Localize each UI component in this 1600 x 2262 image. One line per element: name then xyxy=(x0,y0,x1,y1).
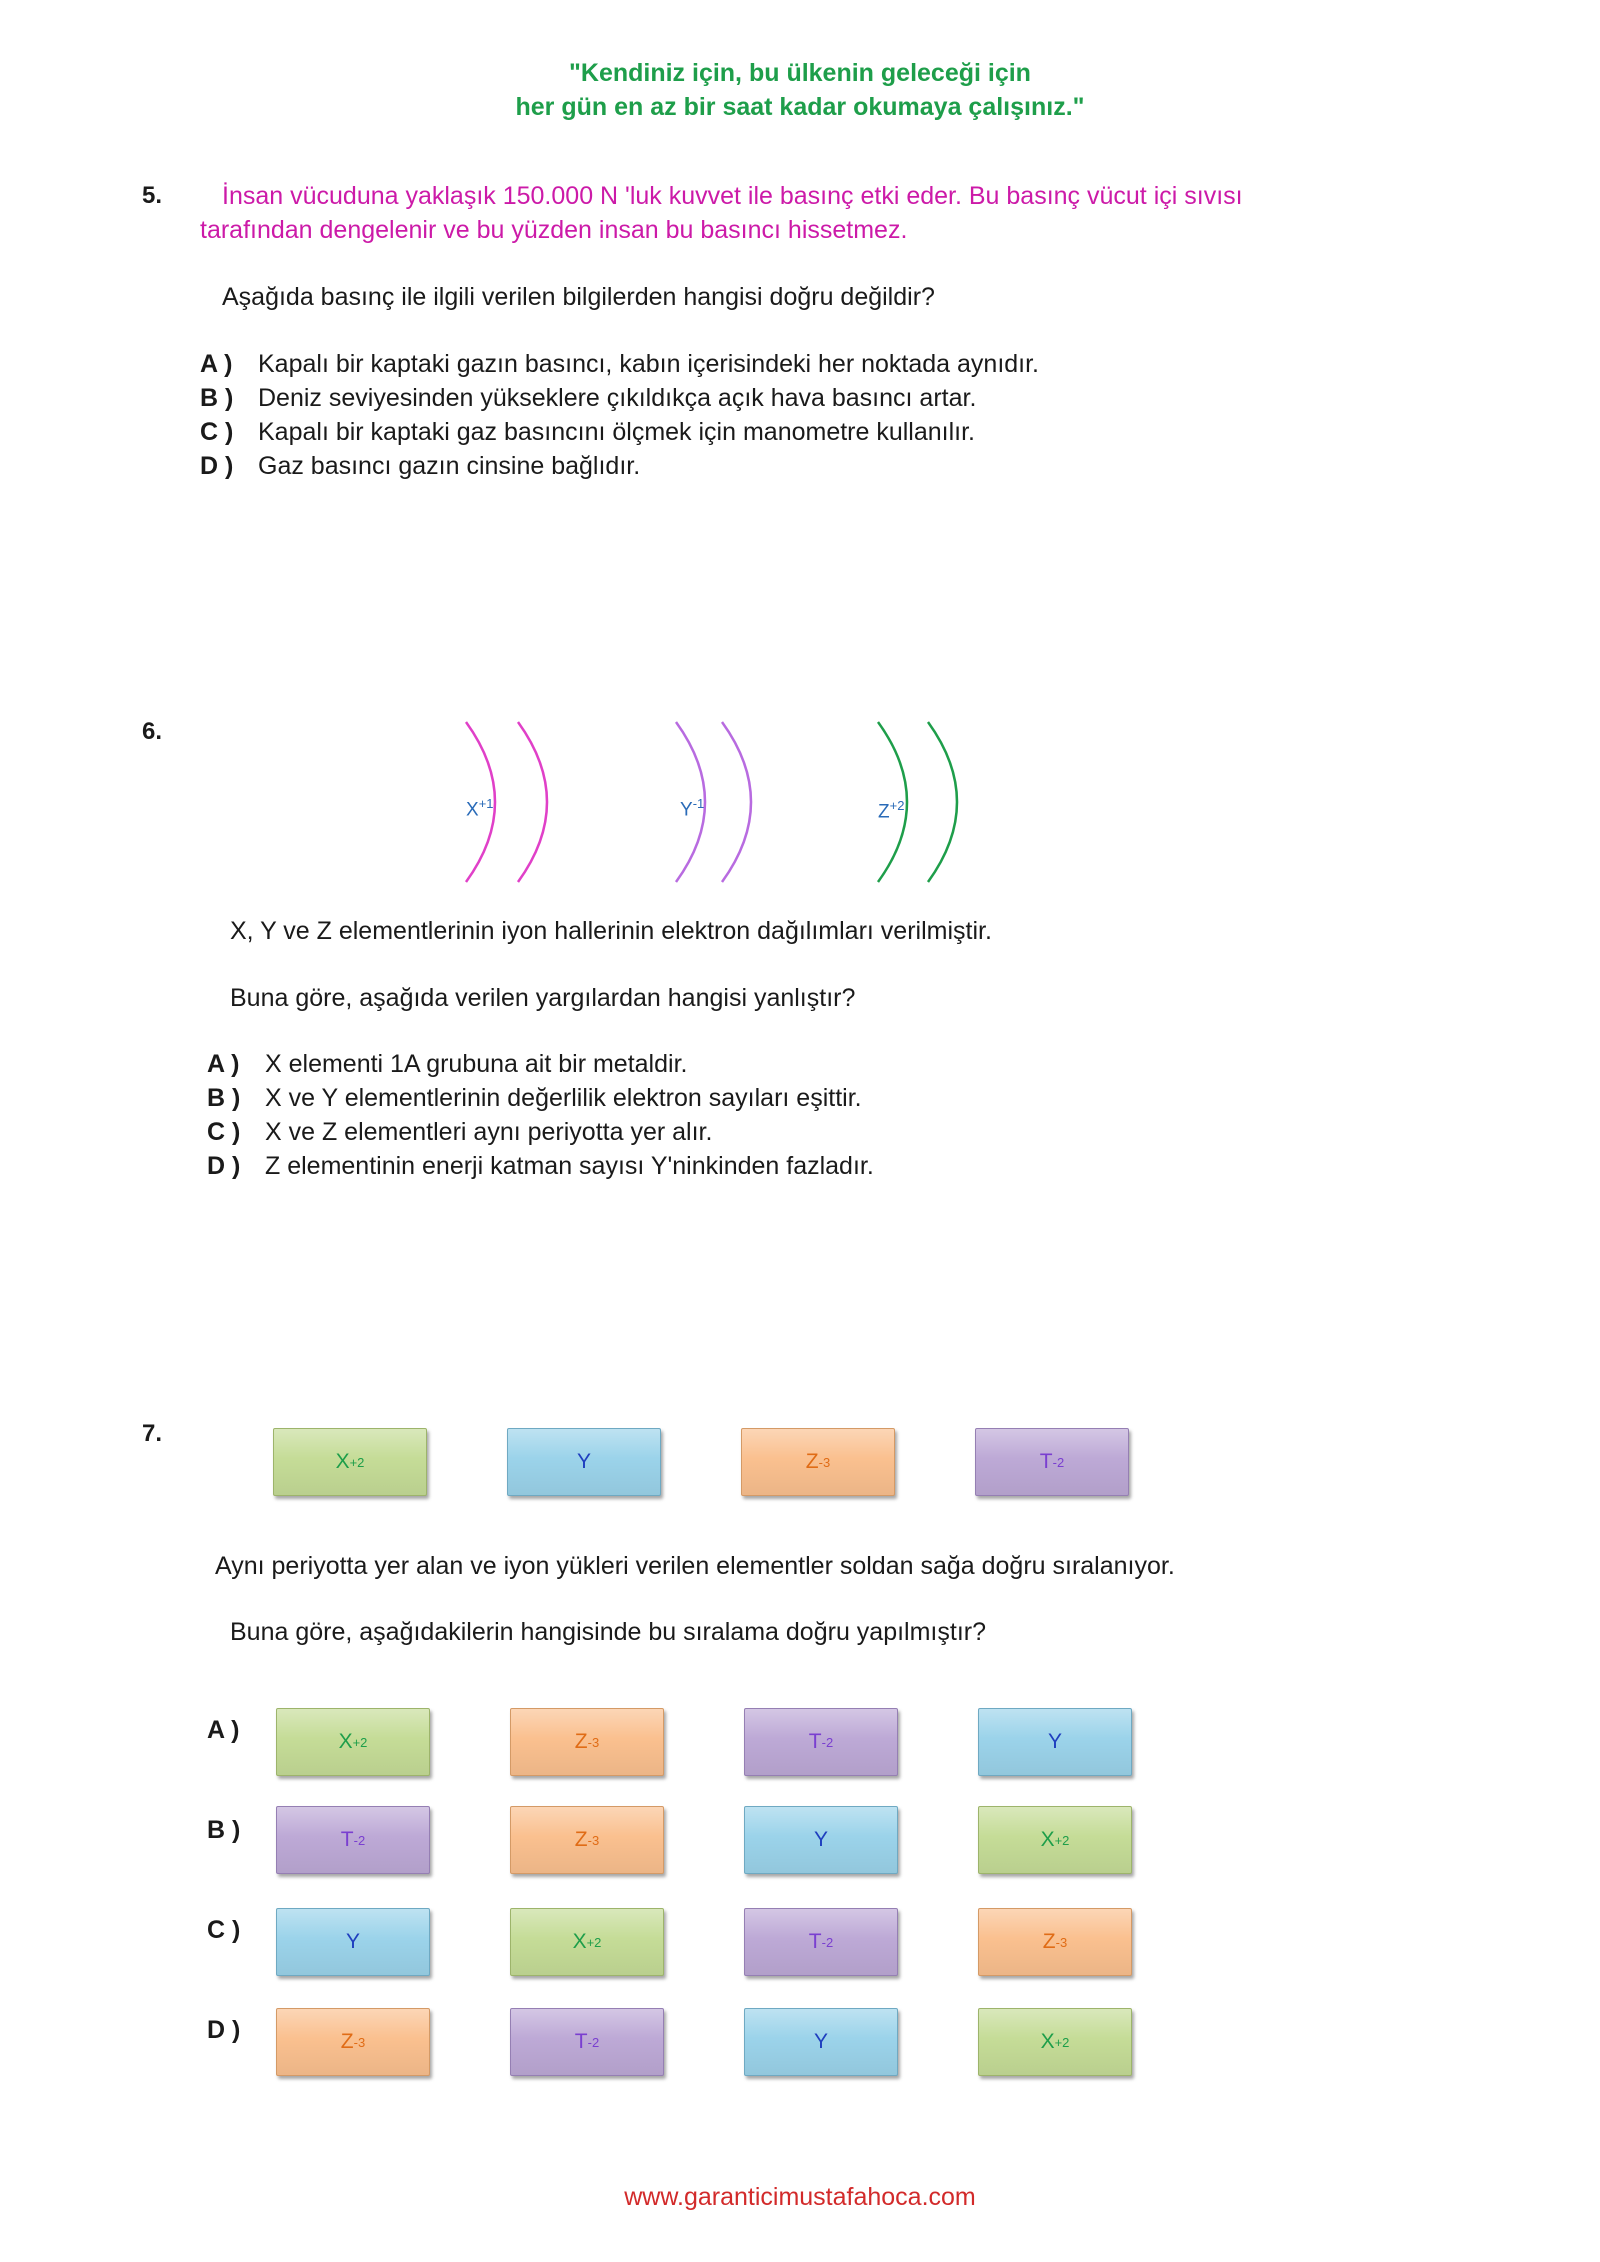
option-c[interactable] xyxy=(207,1115,874,1149)
option-c-card-2[interactable]: X +2 xyxy=(510,1908,664,1976)
option-a-card-1[interactable]: X +2 xyxy=(276,1708,430,1776)
shell-arc xyxy=(722,722,751,882)
option-d-card-2[interactable]: T -2 xyxy=(510,2008,664,2076)
option-text: Kapalı bir kaptaki gaz basıncını ölçmek için manometre kullanılır. xyxy=(258,418,976,446)
shell-arc xyxy=(928,722,957,882)
option-text: X ve Z elementleri aynı periyotta yer alır. xyxy=(265,1118,713,1146)
element-card-x: X +2 xyxy=(273,1428,427,1496)
footer-url[interactable]: www.garanticimustafahoca.com xyxy=(624,2183,976,2211)
question-7-number: 7. xyxy=(142,1420,163,1447)
question-6-statement: X, Y ve Z elementlerinin iyon hallerinin elektron dağılımları verilmiştir. xyxy=(230,917,992,945)
option-text: X elementi 1A grubuna ait bir metaldir. xyxy=(265,1050,688,1078)
option-d-card-3[interactable]: Y xyxy=(744,2008,898,2076)
option-a-label[interactable]: A ) xyxy=(207,1716,240,1744)
ion-shell-diagram xyxy=(440,710,1000,900)
question-5-number: 5. xyxy=(142,182,163,209)
question-7-prompt: Buna göre, aşağıdakilerin hangisinde bu sıralama doğru yapılmıştır? xyxy=(230,1618,986,1646)
option-a[interactable] xyxy=(200,347,1039,381)
option-letter: D ) xyxy=(207,1152,241,1180)
option-a-card-2[interactable]: Z -3 xyxy=(510,1708,664,1776)
quote-line-1: "Kendiniz için, bu ülkenin geleceği için xyxy=(569,59,1031,87)
option-letter: D ) xyxy=(200,452,234,480)
option-b-card-4[interactable]: X +2 xyxy=(978,1806,1132,1874)
option-c-card-1[interactable]: Y xyxy=(276,1908,430,1976)
question-5-options xyxy=(200,347,1039,483)
question-5-intro-line-2: tarafından dengelenir ve bu yüzden insan bu basıncı hissetmez. xyxy=(200,216,908,244)
option-c[interactable] xyxy=(200,415,1039,449)
option-text: X ve Y elementlerinin değerlilik elektron sayıları eşittir. xyxy=(265,1084,862,1112)
option-letter: A ) xyxy=(200,350,233,378)
option-a[interactable] xyxy=(207,1047,874,1081)
option-d[interactable] xyxy=(200,449,1039,483)
option-a-card-3[interactable]: T -2 xyxy=(744,1708,898,1776)
option-letter: A ) xyxy=(207,1050,240,1078)
question-6-number: 6. xyxy=(142,718,163,745)
ion-z-label: $Z^{+2}$ xyxy=(878,798,905,823)
question-6-options xyxy=(207,1047,874,1183)
option-c-card-4[interactable]: Z -3 xyxy=(978,1908,1132,1976)
option-text: Kapalı bir kaptaki gazın basıncı, kabın içerisindeki her noktada aynıdır. xyxy=(258,350,1040,378)
option-c-label[interactable]: C ) xyxy=(207,1916,241,1944)
option-letter: B ) xyxy=(207,1084,241,1112)
question-5-intro-line-1: İnsan vücuduna yaklaşık 150.000 N 'luk kuvvet ile basınç etki eder. Bu basınç vücut içi sıvısı xyxy=(222,182,1243,210)
option-letter: C ) xyxy=(200,418,234,446)
ion-y-label: $Y^{-1}$ xyxy=(680,796,705,821)
option-d-card-1[interactable]: Z -3 xyxy=(276,2008,430,2076)
option-b-label[interactable]: B ) xyxy=(207,1816,241,1844)
element-card-t: T -2 xyxy=(975,1428,1129,1496)
question-5-prompt: Aşağıda basınç ile ilgili verilen bilgilerden hangisi doğru değildir? xyxy=(222,283,935,311)
option-text: Gaz basıncı gazın cinsine bağlıdır. xyxy=(258,452,641,480)
quote-line-2: her gün en az bir saat kadar okumaya çalışınız." xyxy=(515,93,1085,121)
motivational-quote xyxy=(0,56,1600,124)
option-b[interactable] xyxy=(207,1081,874,1115)
element-card-y: Y xyxy=(507,1428,661,1496)
option-b-card-1[interactable]: T -2 xyxy=(276,1806,430,1874)
option-text: Z elementinin enerji katman sayısı Y'ninkinden fazladır. xyxy=(265,1152,874,1180)
question-6-prompt: Buna göre, aşağıda verilen yargılardan hangisi yanlıştır? xyxy=(230,984,856,1012)
option-letter: B ) xyxy=(200,384,234,412)
option-d-card-4[interactable]: X +2 xyxy=(978,2008,1132,2076)
option-d-label[interactable]: D ) xyxy=(207,2016,241,2044)
option-b-card-2[interactable]: Z -3 xyxy=(510,1806,664,1874)
option-d[interactable] xyxy=(207,1149,874,1183)
option-b-card-3[interactable]: Y xyxy=(744,1806,898,1874)
shell-arc xyxy=(518,722,547,882)
element-card-z: Z -3 xyxy=(741,1428,895,1496)
ion-x-label: $X^{+1}$ xyxy=(466,796,494,821)
option-a-card-4[interactable]: Y xyxy=(978,1708,1132,1776)
option-c-card-3[interactable]: T -2 xyxy=(744,1908,898,1976)
option-b[interactable] xyxy=(200,381,1039,415)
option-text: Deniz seviyesinden yükseklere çıkıldıkça açık hava basıncı artar. xyxy=(258,384,977,412)
option-letter: C ) xyxy=(207,1118,241,1146)
question-7-statement: Aynı periyotta yer alan ve iyon yükleri verilen elementler soldan sağa doğru sıralanıyor. xyxy=(215,1552,1175,1580)
